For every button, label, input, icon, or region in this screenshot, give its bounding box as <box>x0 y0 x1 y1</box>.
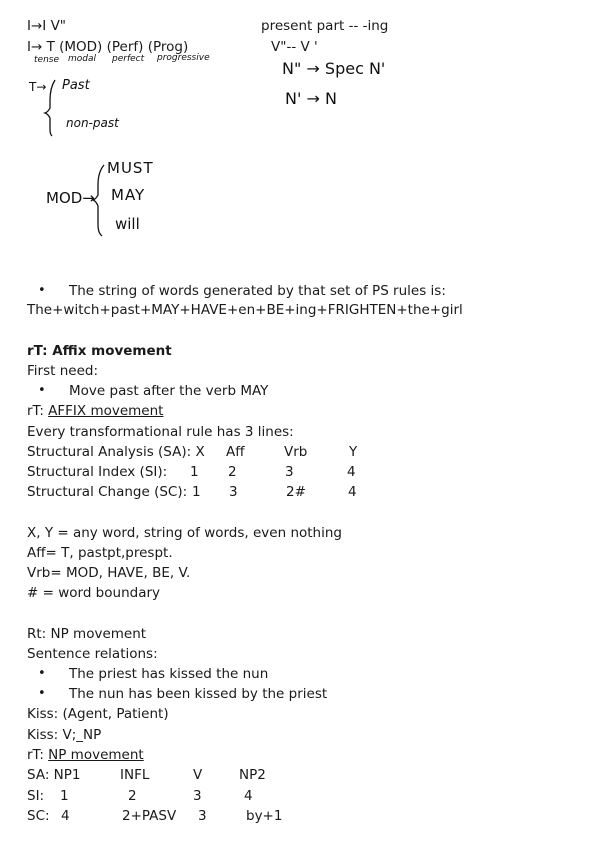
hw-modal: modal <box>68 54 97 64</box>
np-sa-2: V <box>193 767 203 783</box>
np-movement-link[interactable]: NP movement <box>48 747 144 763</box>
hw-t-label: T→ <box>29 80 47 94</box>
np-sc-3: 3 <box>198 808 207 824</box>
ps-rule-i-bar: I→I V" <box>27 18 67 34</box>
v-rule-note: V"-- V ' <box>271 39 318 55</box>
sa-aff: Aff <box>226 444 245 460</box>
bullet-dot: • <box>38 383 46 398</box>
mod-brace <box>93 165 104 236</box>
np-sa-1: INFL <box>120 767 150 783</box>
np-sc-2: 2+PASV <box>122 808 177 824</box>
kiss-frame: Kiss: V;_NP <box>27 727 102 743</box>
np-movement-heading: Rt: NP movement <box>27 626 147 642</box>
hw-tense: tense <box>34 55 59 65</box>
aff-definition: Aff= T, pastpt,prespt. <box>27 545 173 561</box>
passive-sentence: The nun has been kissed by the priest <box>69 686 328 702</box>
sc-label: Structural Change (SC): <box>27 484 188 500</box>
si-label: Structural Index (SI): <box>27 464 168 480</box>
first-need-label: First need: <box>27 363 98 379</box>
hw-may: MAY <box>111 186 146 204</box>
np-sc-1: 4 <box>61 808 70 824</box>
hw-past: Past <box>62 78 90 93</box>
np-si-2: 2 <box>128 788 137 804</box>
si-3: 3 <box>285 464 294 480</box>
si-2: 2 <box>228 464 237 480</box>
sc-3: 2# <box>286 484 306 500</box>
np-sc-4: by+1 <box>246 808 283 824</box>
hw-will: will <box>115 215 140 233</box>
sa-vrb: Vrb <box>284 444 308 460</box>
hw-n2-rule: N" → Spec N' <box>282 59 386 78</box>
kiss-roles: Kiss: (Agent, Patient) <box>27 706 169 722</box>
np-sc-0: SC: <box>27 808 50 824</box>
hash-definition: # = word boundary <box>27 585 161 601</box>
move-past-item: Move past after the verb MAY <box>69 383 269 399</box>
hw-mod-label: MOD→ <box>46 189 95 207</box>
np-movement-rule <box>27 746 144 764</box>
ps-string-intro: The string of words generated by that set of PS rules is: <box>69 283 446 299</box>
xy-definition: X, Y = any word, string of words, even nothing <box>27 525 342 541</box>
sa-y: Y <box>349 444 358 460</box>
sc-2: 3 <box>229 484 238 500</box>
three-lines-note: Every transformational rule has 3 lines: <box>27 424 294 440</box>
bullet-dot: • <box>38 283 46 298</box>
si-4: 4 <box>347 464 356 480</box>
rt-prefix: rT: <box>27 403 49 419</box>
sa-label: Structural Analysis (SA): X <box>27 444 205 460</box>
hw-n1-rule: N' → N <box>285 89 337 108</box>
ps-generated-string: The+witch+past+MAY+HAVE+en+BE+ing+FRIGHTEN+the+girl <box>27 302 463 318</box>
active-sentence: The priest has kissed the nun <box>69 666 269 682</box>
affix-movement-link[interactable]: AFFIX movement <box>48 403 164 419</box>
sc-1: 1 <box>192 484 201 500</box>
np-si-4: 4 <box>244 788 253 804</box>
bullet-dot: • <box>38 686 46 701</box>
present-participle-note: present part -- -ing <box>261 18 389 34</box>
handwritten-braces <box>0 0 600 260</box>
np-sa-0: SA: NP1 <box>27 767 81 783</box>
vrb-definition: Vrb= MOD, HAVE, BE, V. <box>27 565 191 581</box>
affix-movement-rule <box>27 402 163 420</box>
bullet-dot: • <box>38 666 46 681</box>
np-sa-3: NP2 <box>239 767 266 783</box>
hw-must: MUST <box>107 159 154 177</box>
ps-rule-i-expansion: I→ T (MOD) (Perf) (Prog) <box>27 39 189 55</box>
np-si-0: SI: <box>27 788 45 804</box>
t-brace <box>45 80 55 136</box>
hw-nonpast: non-past <box>66 116 119 130</box>
affix-movement-heading: rT: Affix movement <box>27 343 172 359</box>
hw-progressive: progressive <box>157 53 210 63</box>
rt-prefix: rT: <box>27 747 49 763</box>
np-si-3: 3 <box>193 788 202 804</box>
sentence-relations-label: Sentence relations: <box>27 646 158 662</box>
sc-4: 4 <box>348 484 357 500</box>
np-si-1: 1 <box>60 788 69 804</box>
hw-perfect: perfect <box>112 54 145 64</box>
si-1: 1 <box>190 464 199 480</box>
